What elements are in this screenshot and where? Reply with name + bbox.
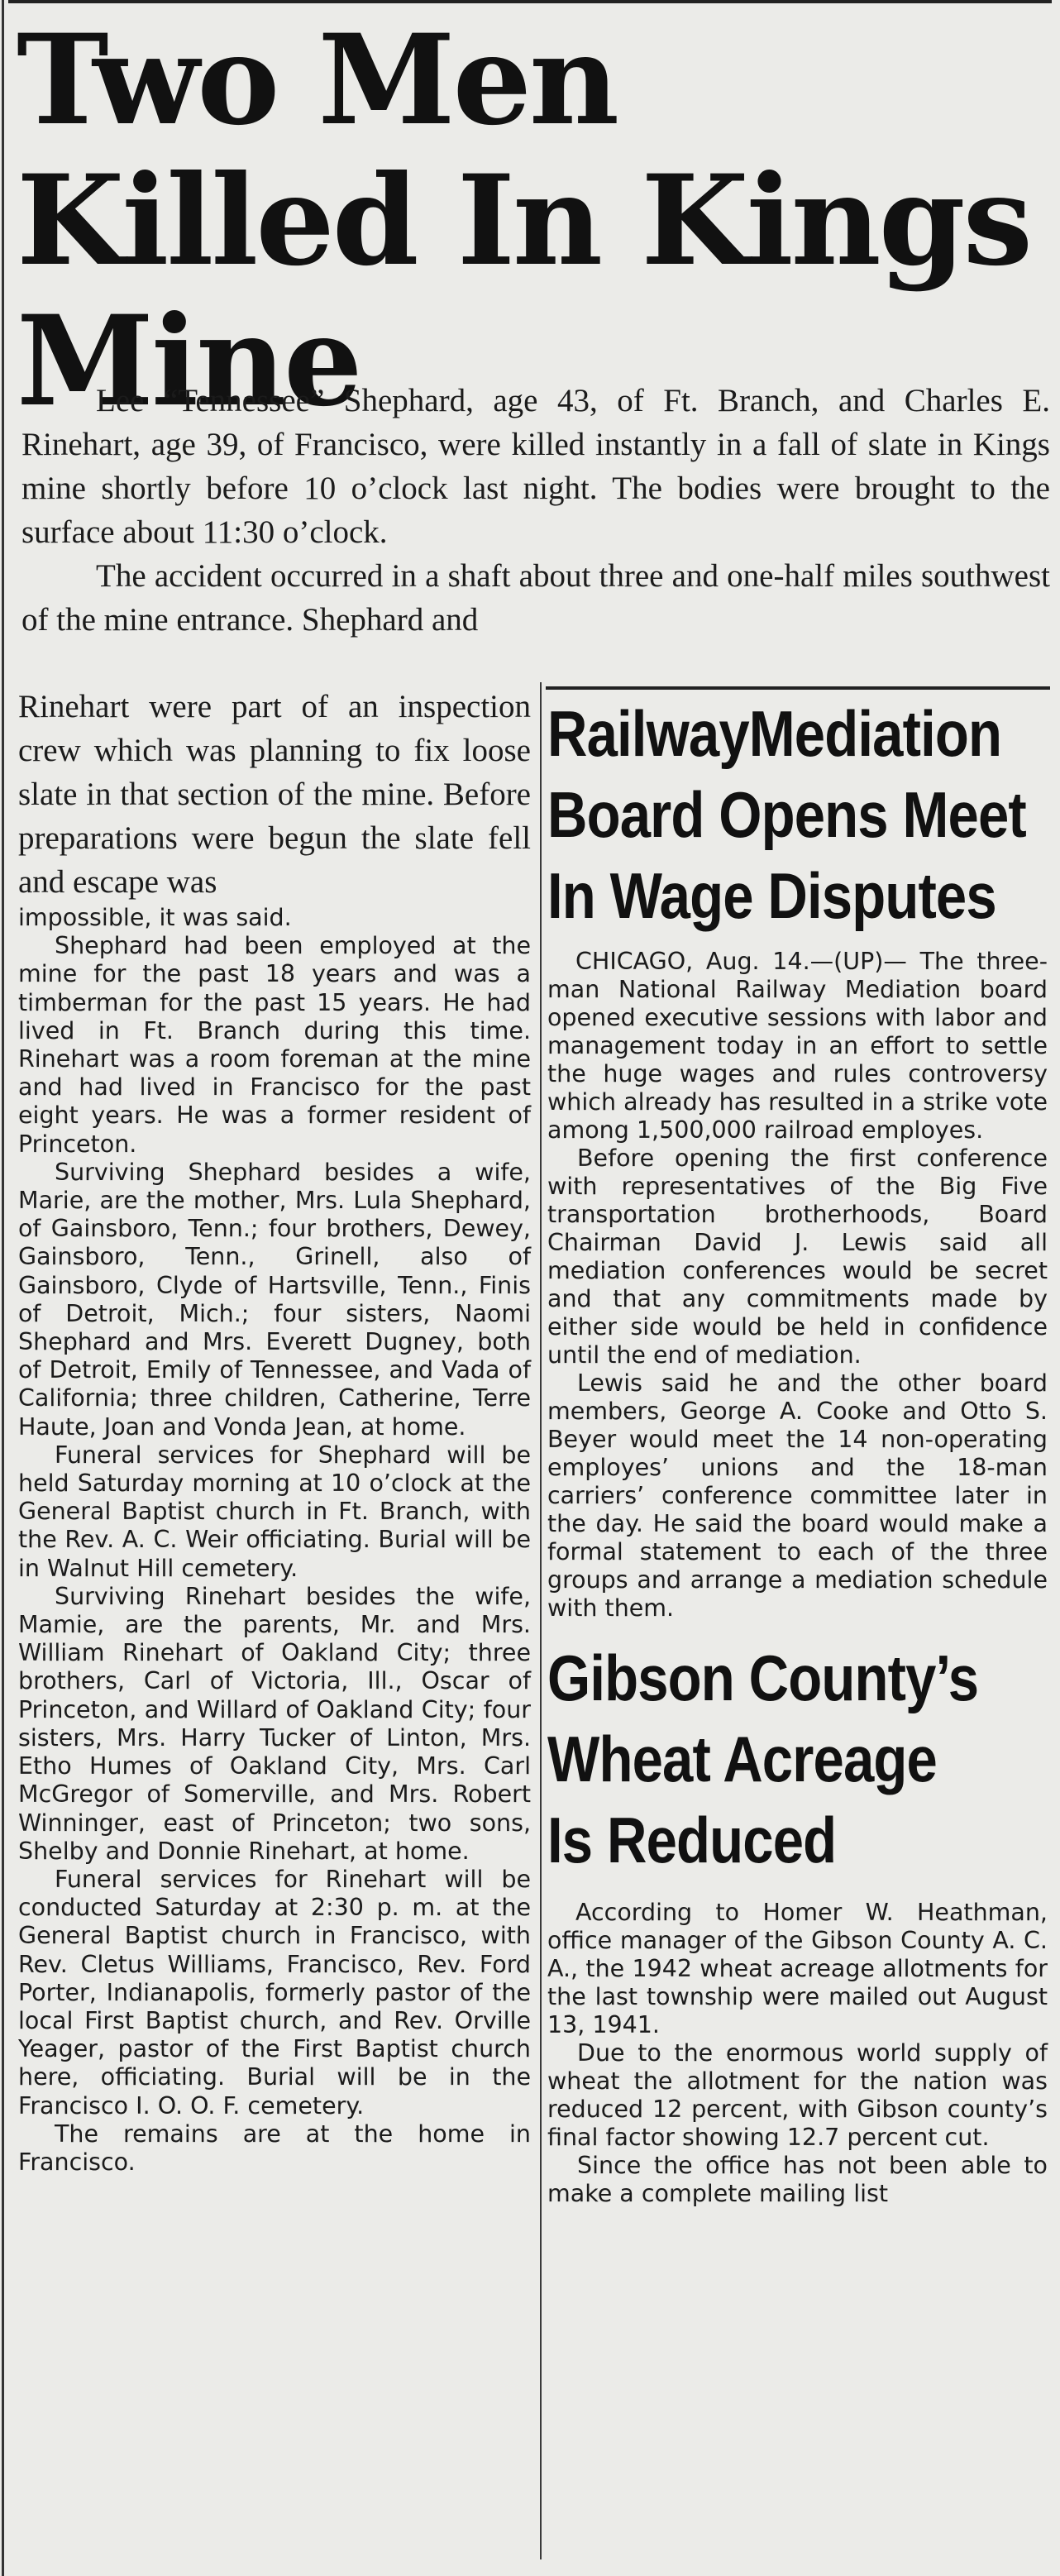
mine-story-paragraph: Surviving Rinehart besides the wife, Mamie, are the parents, Mr. and Mrs. William Rinehart of Oakland City; three brothers, Carl of Victoria, Ill., Oscar of Princeton, and Willard of Oakland City; four sisters, Mrs. Harry Tucker of Linton, Mrs. Etho Humes of Oakland City, Mrs. Carl McGregor of Somerville, and Mrs. Robert Winninger, east of Princeton; two sons, Shelby and Donnie Rinehart, at home.	[18, 1582, 531, 1865]
mine-story-continued-end: impossible, it was said.	[18, 904, 292, 931]
railway-headline-line: Board Opens Meet	[547, 778, 1026, 851]
main-headline: Two Men Killed In Kings Mine	[17, 7, 1031, 434]
railway-headline-line: In Wage Disputes	[547, 859, 996, 932]
wheat-headline-line: Is Reduced	[547, 1804, 837, 1876]
mine-story-paragraph: Surviving Shephard besides a wife, Marie, are the mother, Mrs. Lula Shephard, of Gainsboro, Tenn.; four brothers, Dewey, Gainsboro, Tenn., Grinell, also of Gainsboro, Clyde of Hartsville, Tenn., Finis of Detroit, Mich.; four sisters, Naomi Shephard and Mrs. Everett Dugney, both of Detroit, Emily of Tennessee, and Vada of California; three children, Catherine, Terre Haute, Joan and Vonda Jean, at home.	[18, 1158, 531, 1441]
wheat-paragraph: Due to the enormous world supply of wheat the allotment for the nation was reduced 12 percent, with Gibson county’s final factor showing 12.7 percent cut.	[547, 2039, 1048, 2151]
mine-story-paragraph: Funeral services for Shephard will be held Saturday morning at 10 o’clock at the General Baptist church in Ft. Branch, with the Rev. A. C. Weir officiating. Burial will be in Walnut Hill cemetery.	[18, 1441, 531, 1582]
top-rule	[8, 0, 1052, 3]
lead-paragraph: Lee “Tennessee” Shephard, age 43, of Ft. Branch, and Charles E. Rinehart, age 39, of Francisco, were killed instantly in a fall of slate in Kings mine shortly before 10 o’clock last night. The bodies were brought to the surface about 11:30 o’clock.	[21, 383, 1050, 550]
railway-paragraph: CHICAGO, Aug. 14.—(UP)— The three-man National Railway Mediation board opened executive sessions with labor and management today in an effort to settle the huge wages and rules controversy which already has resulted in a strike vote among 1,500,000 railroad employes.	[547, 948, 1048, 1144]
railway-headline	[547, 693, 1048, 936]
wheat-headline	[547, 1637, 1048, 1881]
railway-headline-line: RailwayMediation	[547, 697, 1002, 770]
railway-paragraph: Lewis said he and the other board members, George A. Cooke and Otto S. Beyer would meet the 14 non-operating employes’ unions and the 18-man carriers’ conference committee later in the day. He said the board would make a formal statement to each of the three groups and arrange a mediation schedule with them.	[547, 1369, 1048, 1622]
lead-paragraph: The accident occurred in a shaft about three and one-half miles southwest of the mine entrance. Shephard and	[21, 558, 1050, 638]
mine-story-paragraph: Funeral services for Rinehart will be conducted Saturday at 2:30 p. m. at the General Baptist church in Francisco, with Rev. Cletus Williams, Francisco, Rev. Ford Porter, Indianapolis, formerly pastor of the local First Baptist church, and Rev. Orville Yeager, pastor of the First Baptist church here, officiating. Burial will be in the Francisco I. O. O. F. cemetery.	[18, 1865, 531, 2120]
mine-story-paragraph: Shephard had been employed at the mine for the past 18 years and was a timberman for the past 15 years. He had lived in Ft. Branch during this time. Rinehart was a room foreman at the mine and had lived in Francisco for the past eight years. He was a former resident of Princeton.	[18, 932, 531, 1158]
left-column-rule	[2, 0, 4, 2576]
column-divider	[540, 682, 542, 2559]
mine-story-column	[18, 685, 531, 2177]
lead-paragraphs	[21, 379, 1050, 642]
mine-story-paragraph: The remains are at the home in Francisco.	[18, 2120, 531, 2176]
mine-story-continued: Rinehart were part of an inspection crew which was planning to fix loose slate in that section of the mine. Before preparations were begun the slate fell and escape was	[18, 689, 531, 900]
wheat-headline-line: Wheat Acreage	[547, 1723, 937, 1795]
wheat-headline-line: Gibson County’s	[547, 1642, 979, 1714]
railway-box-rule	[546, 686, 1050, 690]
railway-paragraph: Before opening the first conference with representatives of the Big Five transportation brotherhoods, Board Chairman David J. Lewis said all mediation conferences would be secret and that any commitments made by either side would be held in confidence until the end of mediation.	[547, 1145, 1048, 1369]
right-column	[547, 693, 1048, 2208]
wheat-paragraph: Since the office has not been able to make a complete mailing list	[547, 2152, 1048, 2207]
wheat-paragraph: According to Homer W. Heathman, office manager of the Gibson County A. C. A., the 1942 wheat acreage allotments for the last township were mailed out August 13, 1941.	[547, 1899, 1048, 2038]
